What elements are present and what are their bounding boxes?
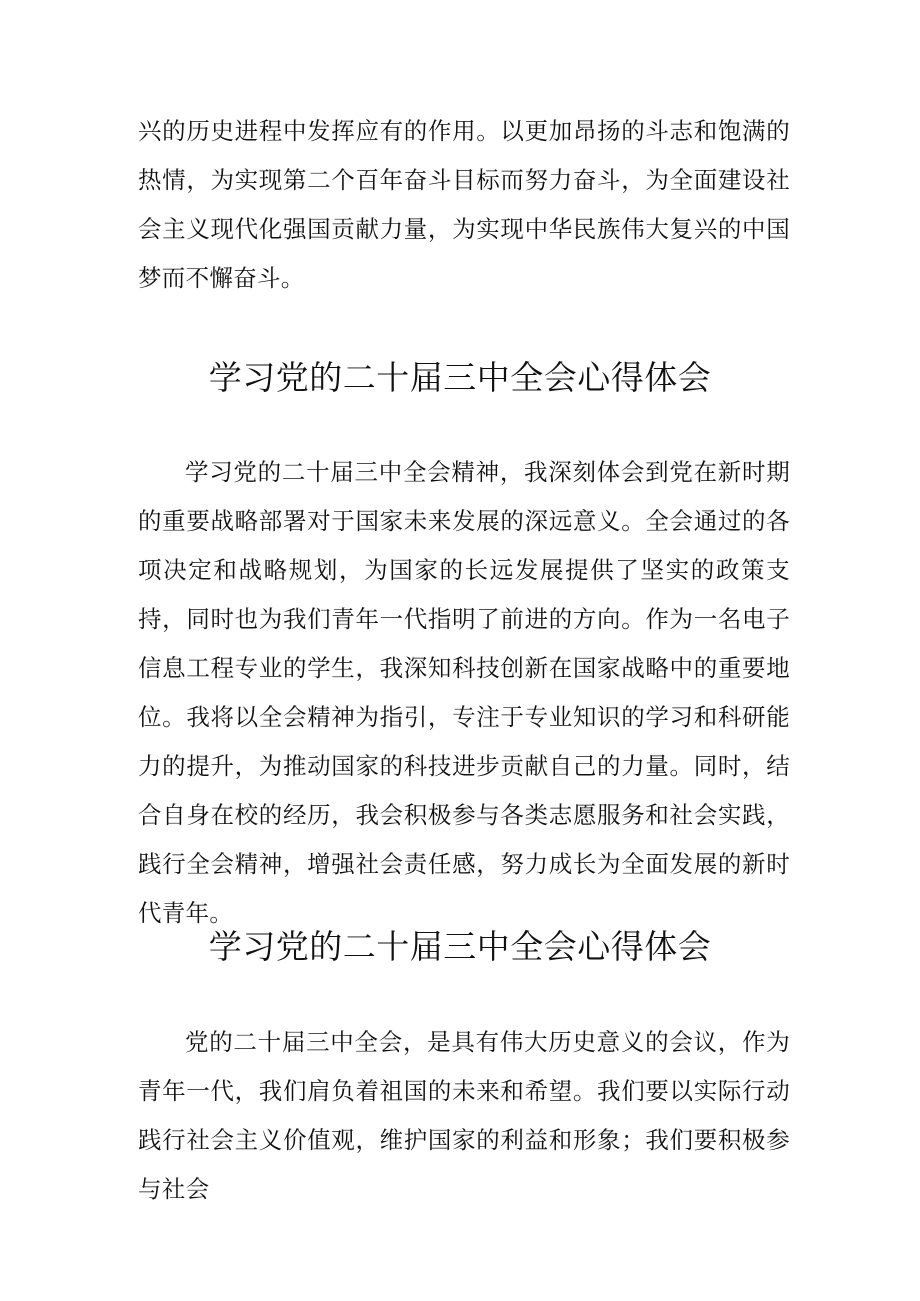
body-paragraph: 学习党的二十届三中全会精神，我深刻体会到党在新时期的重要战略部署对于国家未来发展的深远意义。全会通过的各项决定和战略规划，为国家的长远发展提供了坚实的政策支持，同时也为我们青年一代指明了前进的方向。作为一名电子信息工程专业的学生，我深知科技创新在国家战略中的重要地位。我将以全会精神为指引，专注于专业知识的学习和科研能力的提升，为推动国家的科技进步贡献自己的力量。同时，结合自身在校的经历，我会积极参与各类志愿服务和社会实践，践行全会精神，增强社会责任感，努力成长为全面发展的新时代青年。 xyxy=(138,458,790,927)
body-paragraph: 党的二十届三中全会，是具有伟大历史意义的会议，作为青年一代，我们肩负着祖国的未来和希望。我们要以实际行动践行社会主义价值观，维护国家的利益和形象；我们要积极参与社会 xyxy=(138,1028,790,1203)
section-heading: 学习党的二十届三中全会心得体会 xyxy=(208,358,712,397)
section-heading: 学习党的二十届三中全会心得体会 xyxy=(208,927,712,966)
continued-paragraph: 兴的历史进程中发挥应有的作用。以更加昂扬的斗志和饱满的热情，为实现第二个百年奋斗目标而努力奋斗，为全面建设社会主义现代化强国贡献力量，为实现中华民族伟大复兴的中国梦而不懈奋斗。 xyxy=(138,117,790,292)
